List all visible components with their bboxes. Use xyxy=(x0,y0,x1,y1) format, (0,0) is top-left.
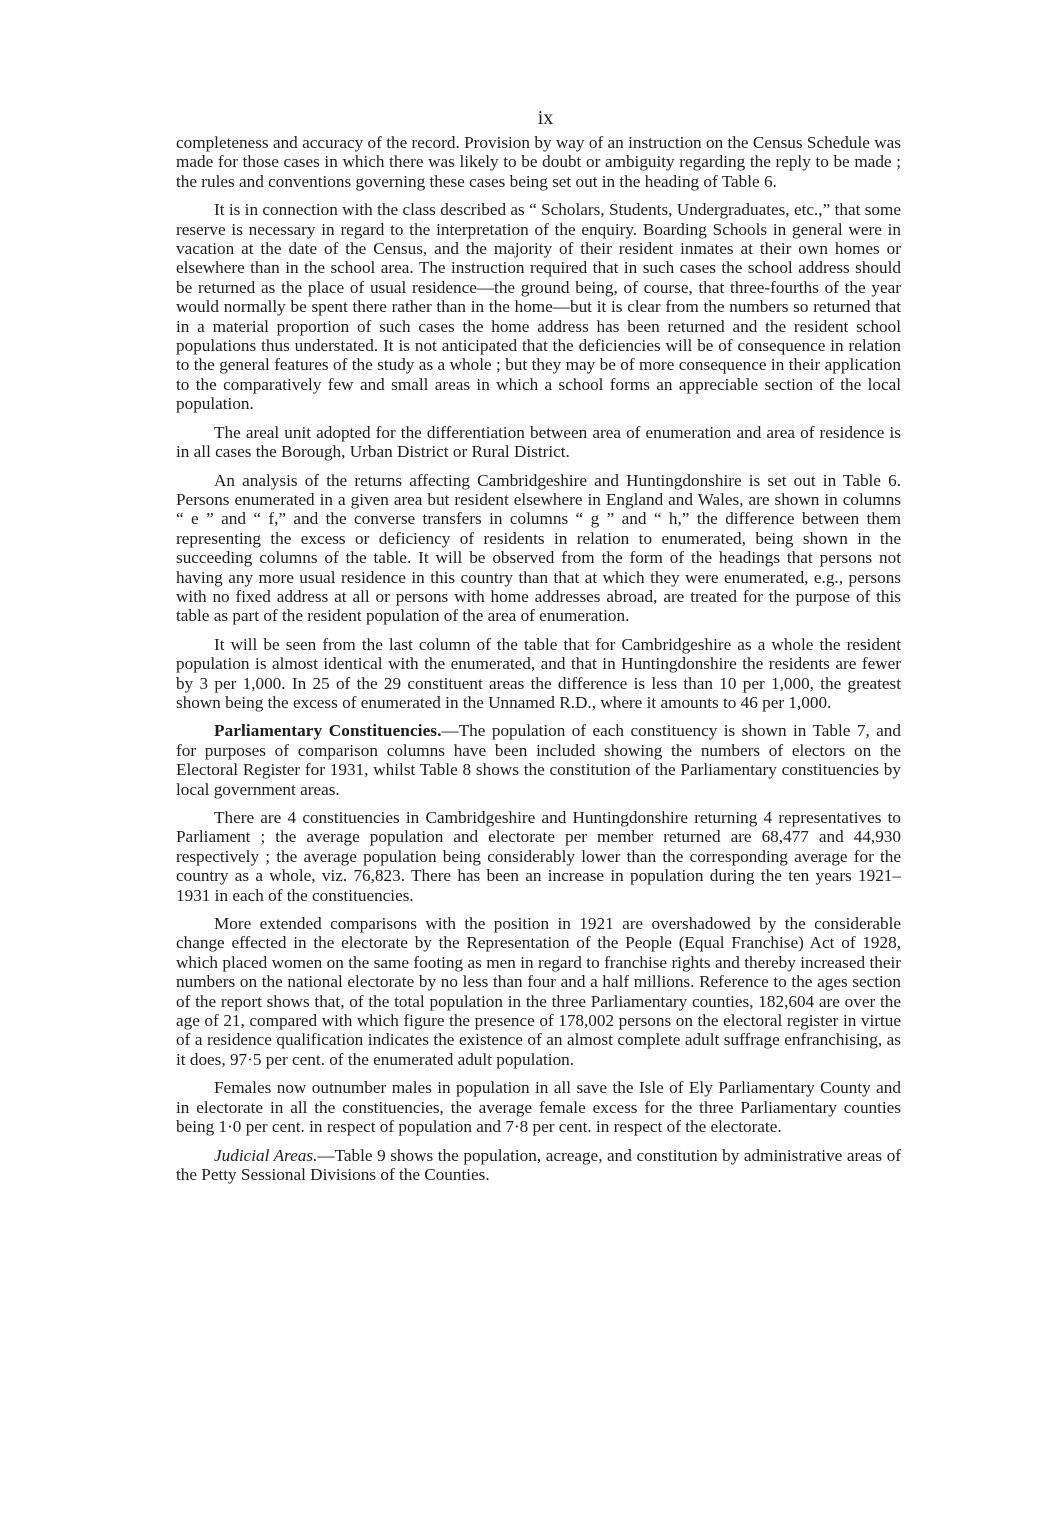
paragraph-areal-unit xyxy=(176,423,901,462)
page-number: ix xyxy=(537,107,554,129)
paragraph-females-outnumber xyxy=(176,1078,901,1136)
paragraph-census-schedule xyxy=(176,133,901,191)
paragraph-parliamentary-constituencies xyxy=(176,721,901,799)
paragraph-analysis-table-6 xyxy=(176,471,901,626)
paragraph-text: It will be seen from the last column of the table that for Cambridgeshire as a whole the resident population is almost identical with the enumerated, and that in Huntingdonshire the residents are fewer by 3 per 1,000. In 25 of the 29 constituent areas the difference is less than 10 per 1,000, the greatest shown being the excess of enumerated in the Unnamed R.D., where it amounts to 46 per 1,000. xyxy=(176,634,901,712)
paragraph-text: It is in connection with the class described as “ Scholars, Students, Undergraduates, etc.,” that some reserve is necessary in regard to the interpretation of the enquiry. Boarding Schools in general were in vacation at the date of the Census, and the majority of their resident inmates at their own homes or elsewhere than in the school area. The instruction required that in such cases the school address should be returned as the place of usual residence—the ground being, of course, that three-fourths of the year would normally be spent there rather than in the home—but it is clear from the numbers so returned that in a material proportion of such cases the home address has been returned and the resident school populations thus understated. It is not anticipated that the deficiencies will be of consequence in relation to the general features of the study as a whole ; but they may be of more consequence in their application to the comparatively few and small areas in which a school forms an appreciable section of the local population. xyxy=(176,200,901,414)
paragraph-text: Females now outnumber males in population in all save the Isle of Ely Parliamentary County and in electorate in all the constituencies, the average female excess for the three Parliamentary counties being 1·0 per cent. in respect of population and 7·8 per cent. in respect of the electorate. xyxy=(176,1078,901,1137)
paragraph-text: There are 4 constituencies in Cambridgeshire and Huntingdonshire returning 4 representatives to Parliament ; the average population and electorate per member returned are 68,477 and 44,930 respectively ; the average population being considerably lower than the corresponding average for the country as a whole, viz. 76,823. There has been an increase in population during the ten years 1921–1931 in each of the constituencies. xyxy=(176,808,901,905)
paragraph-extended-comparisons xyxy=(176,914,901,1069)
paragraph-resident-population xyxy=(176,635,901,713)
paragraph-text: The areal unit adopted for the differentiation between area of enumeration and area of residence is in all cases the Borough, Urban District or Rural District. xyxy=(176,422,901,462)
paragraph-text: More extended comparisons with the position in 1921 are overshadowed by the considerable change effected in the electorate by the Representation of the People (Equal Franchise) Act of 1928, which placed women on the same footing as men in regard to franchise rights and thereby increased their numbers on the national electorate by no less than four and a half millions. Reference to the ages section of the report shows that, of the total population in the three Parliamentary counties, 182,604 are over the age of 21, compared with which figure the presence of 178,002 persons on the electoral register in virtue of a residence qualification indicates the existence of an almost complete adult suffrage enfranchising, as it does, 97·5 per cent. of the enumerated adult population. xyxy=(176,914,901,1069)
paragraph-text: completeness and accuracy of the record. Provision by way of an instruction on the Census Schedule was made for those cases in which there was likely to be doubt or ambiguity regarding the reply to be made ; the rules and conventions governing these cases being set out in the heading of Table 6. xyxy=(176,133,901,191)
run-in-heading: Parliamentary Constituencies. xyxy=(214,721,442,741)
paragraph-text: An analysis of the returns affecting Cambridgeshire and Huntingdonshire is set out in Table 6. Persons enumerated in a given area but resident elsewhere in England and Wales, are shown in columns “ e ” and “ f,” and the converse transfers in columns “ g ” and “ h,” the difference between them representing the excess or deficiency of residents in relation to enumerated, being shown in the succeeding columns of the table. It will be observed from the form of the headings that persons not having any more usual residence in this country than that at which they were enumerated, e.g., persons with no fixed address at all or persons with home addresses abroad, are treated for the purpose of this table as part of the resident population of the area of enumeration. xyxy=(176,470,901,626)
paragraph-scholars-students xyxy=(176,200,901,413)
paragraph-four-constituencies xyxy=(176,808,901,905)
run-in-heading-italic: Judicial Areas. xyxy=(214,1145,318,1165)
paragraph-text: —Table 9 shows the population, acreage, and constitution by administrative areas of the Petty Sessional Divisions of the Counties. xyxy=(176,1145,902,1184)
paragraph-text: —The population of each constituency is shown in Table 7, and for purposes of comparison columns have been included showing the numbers of electors on the Electoral Register for 1931, whilst Table 8 shows the constitution of the Parliamentary constituencies by local government areas. xyxy=(176,721,901,799)
paragraph-judicial-areas xyxy=(176,1146,901,1185)
